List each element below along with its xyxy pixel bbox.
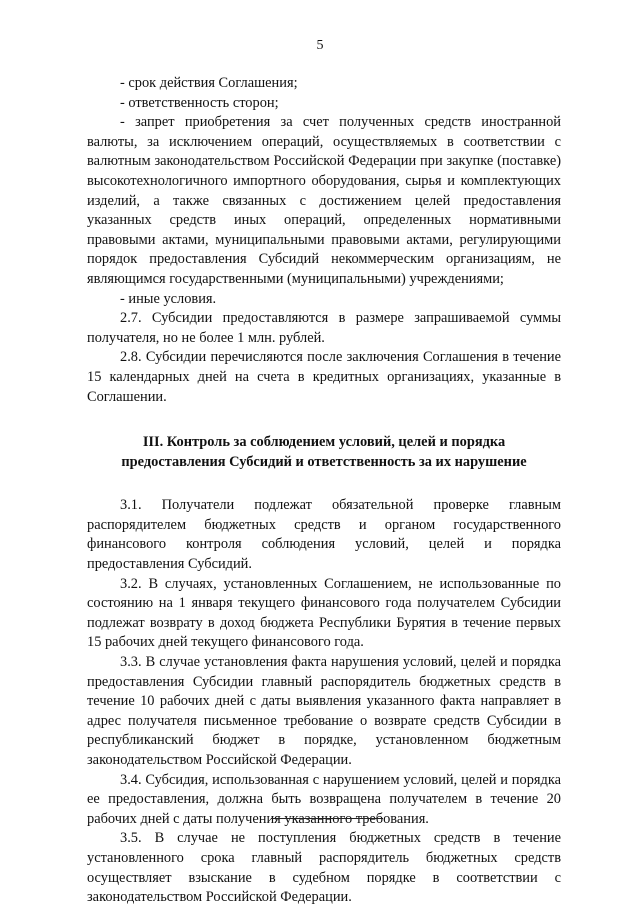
clause-3-5: 3.5. В случае не поступления бюджетных средств в течение установленного срока главный распорядитель бюджетных средств осуществляет взыскание в судебном порядке в соответствии с законодательством Российской Федерации. <box>87 830 561 906</box>
end-divider <box>271 818 383 819</box>
section-heading-line-1: III. Контроль за соблюдением условий, целей и порядка <box>142 434 506 451</box>
clause-3-1: 3.1. Получатели подлежат обязательной проверке главным распорядителем бюджетных средств и органом государственного финансового контроля соблюдения условий, целей и порядка предоставления Субсидий. <box>87 497 561 573</box>
page-number: 5 <box>316 38 324 53</box>
bullet-item: - иные условия. <box>120 290 217 307</box>
clause-3-2: 3.2. В случаях, установленных Соглашением, не использованные по состоянию на 1 января текущего финансового года получателем Субсидии подлежат возврату в доход бюджета Республики Бурятия в течение первых 15 рабочих дней текущего финансового года. <box>87 575 561 651</box>
clause-3-3: 3.3. В случае установления факта нарушения условий, целей и порядка предоставления Субсидии главный распорядитель бюджетных средств в течение 10 рабочих дней с даты выявления указанного факта направляет в адрес получателя письменное требование о возврате средств Субсидии в республиканский бюджет в порядке, установленном бюджетным законодательством Российской Федерации. <box>87 654 561 768</box>
section-heading-line-2: предоставления Субсидий и ответственность за их нарушение <box>121 453 527 470</box>
bullet-item: - срок действия Соглашения; <box>120 75 298 91</box>
document-body <box>87 74 561 908</box>
clause-3-4: 3.4. Субсидия, использованная с нарушением условий, целей и порядка ее предоставления, должна быть возвращена получателем в течение 20 рабочих дней с даты получения указанного требования. <box>87 771 561 827</box>
clause-2-8: 2.8. Субсидии перечисляются после заключения Соглашения в течение 15 календарных дней на счета в кредитных организациях, указанные в Соглашении. <box>87 349 561 405</box>
clause-2-7: 2.7. Субсидии предоставляются в размере запрашиваемой суммы получателя, но не более 1 млн. рублей. <box>87 310 561 346</box>
bullet-item: - запрет приобретения за счет полученных средств иностранной валюты, за исключением операций, осуществляемых в соответствии с валютным законодательством Российской Федерации при закупке (поставке) высокотехнологичного импортного оборудования, сырья и комплектующих изделий, а также связанных с достижением целей предоставления указанных средств иных операций, определенных нормативными правовыми актами, муниципальными правовыми актами, регулирующими порядок предоставления Субсидий некоммерческим организациям, не являющимся государственными (муниципальными) учреждениями; <box>87 114 561 287</box>
bullet-item: - ответственность сторон; <box>120 94 279 111</box>
section-heading <box>87 433 561 472</box>
